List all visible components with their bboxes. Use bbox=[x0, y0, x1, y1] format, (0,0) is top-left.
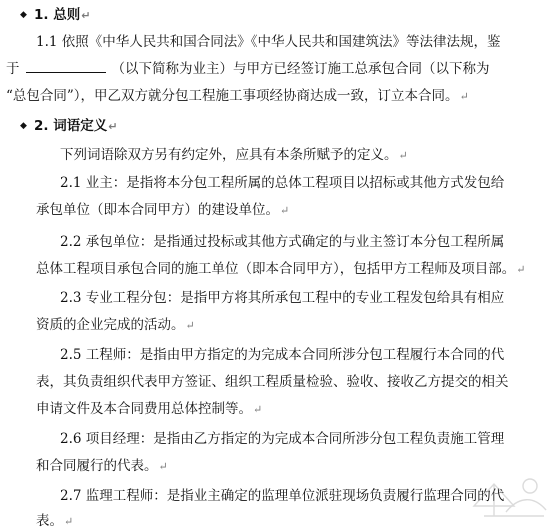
paragraph-line bbox=[6, 87, 469, 106]
paragraph-mark-icon: ↵ bbox=[516, 263, 526, 276]
paragraph-mark-icon: ↵ bbox=[398, 149, 408, 162]
paragraph-text: 和合同履行的代表。 bbox=[36, 458, 158, 474]
paragraph-text: 表。 bbox=[36, 513, 63, 529]
section-heading-text: 1. 总则 bbox=[34, 7, 81, 23]
paragraph-line bbox=[36, 512, 73, 531]
paragraph-text: 下列词语除双方另有约定外，应具有本条所赋予的定义。 bbox=[60, 147, 398, 163]
paragraph-mark-icon: ↵ bbox=[64, 515, 74, 528]
paragraph-mark-icon: ↵ bbox=[280, 204, 290, 217]
paragraph-line: 1.1 依照《中华人民共和国合同法》《中华人民共和国建筑法》等法律法规，鉴 bbox=[36, 34, 501, 50]
paragraph-line bbox=[36, 260, 525, 279]
paragraph-line: 2.7 监理工程师：是指业主确定的监理单位派驻现场负责履行监理合同的代 bbox=[60, 488, 505, 504]
paragraph-line-with-blank bbox=[6, 59, 490, 78]
paragraph-mark-icon: ↵ bbox=[185, 319, 195, 332]
watermark-logo-icon bbox=[464, 466, 554, 526]
fill-in-blank bbox=[26, 59, 106, 73]
paragraph-line bbox=[36, 457, 168, 476]
paragraph-mark-icon: ↵ bbox=[459, 90, 469, 103]
paragraph-line bbox=[36, 201, 289, 220]
bullet-icon: ◆ bbox=[20, 10, 27, 20]
section-heading-1 bbox=[20, 6, 90, 25]
paragraph-line: 2.5 工程师：是指由甲方指定的为完成本合同所涉分包工程履行本合同的代 bbox=[60, 347, 505, 363]
section-heading-text: 2. 词语定义 bbox=[34, 118, 108, 134]
paragraph-line: 2.1 业主：是指将本分包工程所属的总体工程项目以招标或其他方式发包给 bbox=[60, 175, 505, 191]
bullet-icon: ◆ bbox=[20, 121, 27, 131]
paragraph-line: 2.2 承包单位：是指通过投标或其他方式确定的与业主签订本分包工程所属 bbox=[60, 234, 505, 250]
paragraph-text: 资质的企业完成的活动。 bbox=[36, 317, 185, 333]
section-heading-2 bbox=[20, 117, 117, 136]
paragraph-text: 总体工程项目承包合同的施工单位（即本合同甲方），包括甲方工程师及项目部。 bbox=[36, 261, 516, 277]
paragraph-mark-icon: ↵ bbox=[81, 9, 91, 22]
paragraph-line: 表，其负责组织代表甲方签证、组织工程质量检验、验收、接收乙方提交的相关 bbox=[36, 374, 509, 390]
paragraph-text: 承包单位（即本合同甲方）的建设单位。 bbox=[36, 202, 279, 218]
paragraph-line: 2.3 专业工程分包：是指甲方将其所承包工程中的专业工程发包给具有相应 bbox=[60, 290, 505, 306]
paragraph-mark-icon: ↵ bbox=[253, 403, 263, 416]
paragraph-mark-icon: ↵ bbox=[158, 460, 168, 473]
paragraph-line bbox=[36, 316, 195, 335]
paragraph-text: 申请文件及本合同费用总体控制等。 bbox=[36, 401, 252, 417]
paragraph-line: 2.6 项目经理：是指由乙方指定的为完成本合同所涉分包工程负责施工管理 bbox=[60, 431, 505, 447]
paragraph-mark-icon: ↵ bbox=[108, 120, 118, 133]
paragraph-line bbox=[36, 400, 262, 419]
paragraph-line bbox=[60, 146, 408, 165]
paragraph-text: 于 bbox=[6, 61, 20, 77]
paragraph-text: （以下简称为业主）与甲方已经签订施工总承包合同（以下称为 bbox=[111, 61, 490, 77]
paragraph-text: “总包合同”），甲乙双方就分包工程施工事项经协商达成一致，订立本合同。 bbox=[6, 88, 459, 104]
